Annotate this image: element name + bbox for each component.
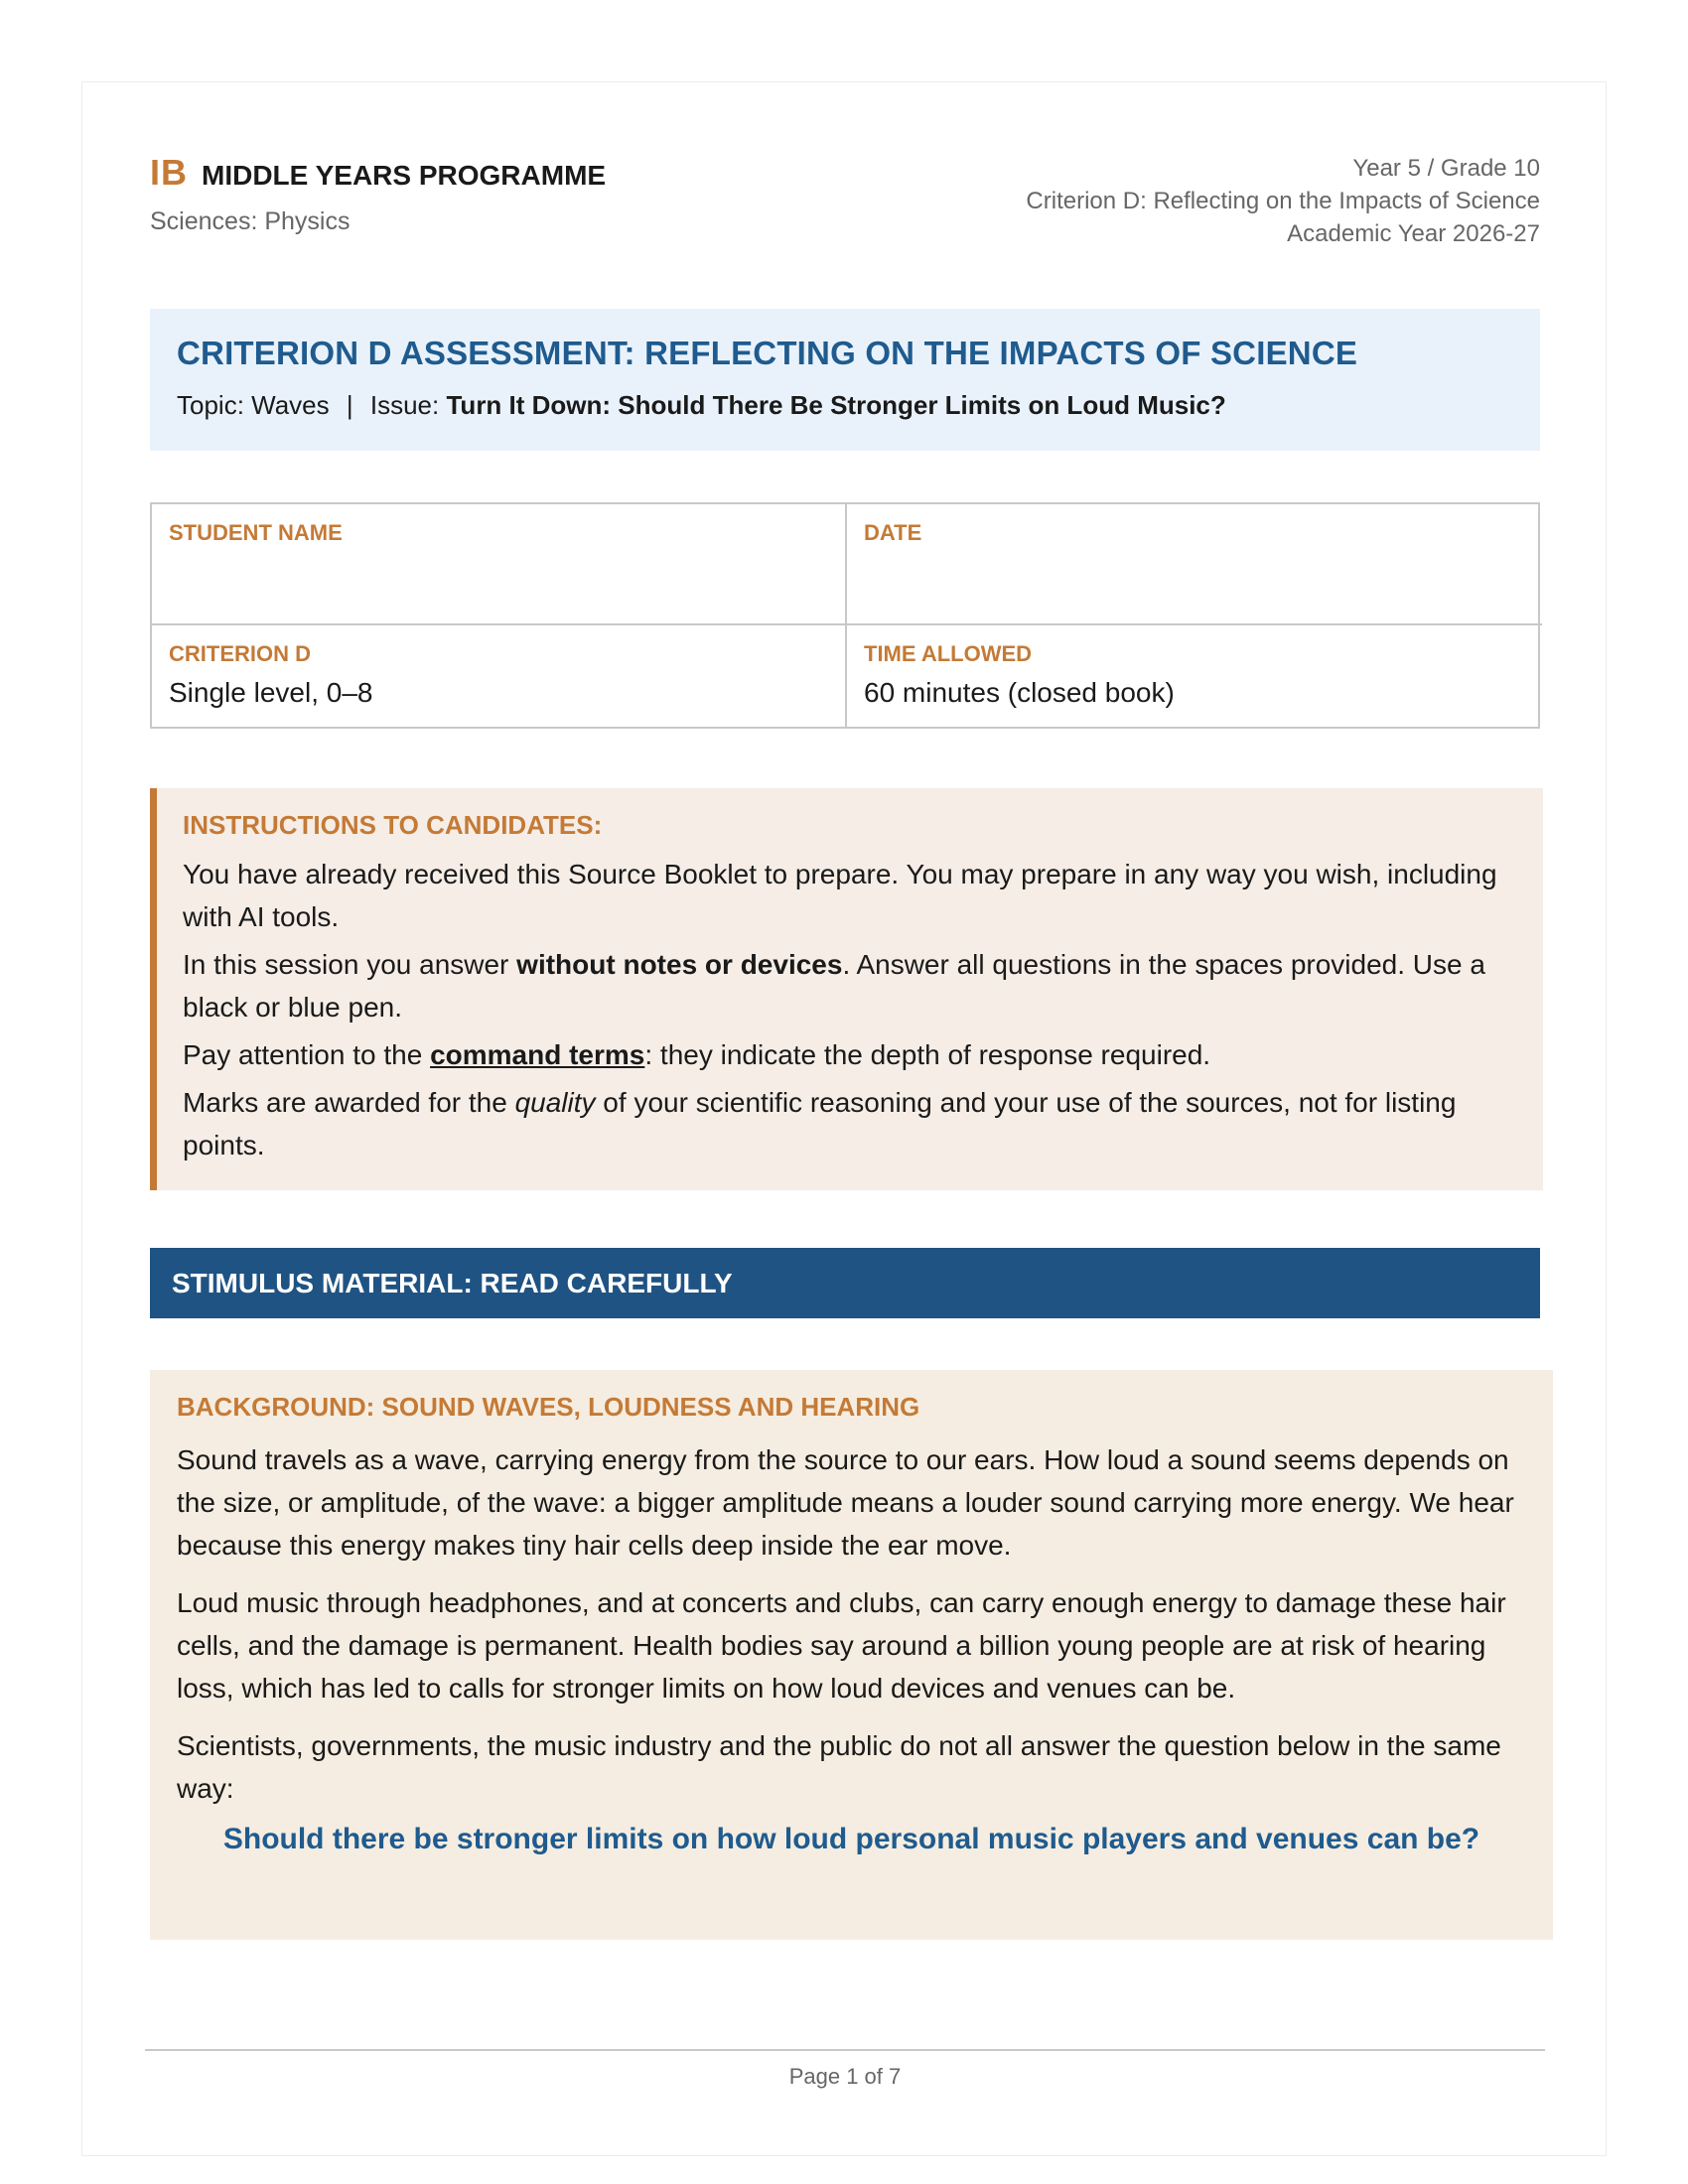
footer-divider [145, 2049, 1545, 2051]
criterion-label: CRITERION D [169, 641, 311, 666]
time-allowed-label: TIME ALLOWED [864, 641, 1033, 666]
instruction-2 [183, 943, 1519, 1028]
ib-logo-text: IB [150, 152, 188, 193]
document-page [81, 81, 1607, 2156]
assessment-title: CRITERION D ASSESSMENT: REFLECTING ON THE IMPACTS OF SCIENCE [177, 335, 1358, 371]
instruction-3-text: Pay attention to the [183, 1039, 431, 1070]
date-cell[interactable] [847, 504, 1542, 625]
topic-label: Topic: Waves [177, 390, 330, 420]
instruction-4-text-end: of your scientific reasoning and your use of the sources, not for listing points. [183, 1087, 1457, 1160]
time-allowed-cell [847, 625, 1542, 727]
student-name-cell[interactable] [152, 504, 847, 625]
student-name-label: STUDENT NAME [169, 520, 343, 545]
assessment-title-box [150, 309, 1540, 451]
brand [150, 152, 606, 194]
criterion-line: Criterion D: Reflecting on the Impacts of Science [1026, 188, 1540, 214]
instruction-4-text: Marks are awarded for the [183, 1087, 515, 1118]
topic-separator: | [346, 390, 353, 420]
programme-name: MIDDLE YEARS PROGRAMME [202, 160, 607, 191]
instruction-3 [183, 1033, 1519, 1076]
instructions-title: INSTRUCTIONS TO CANDIDATES: [183, 810, 603, 840]
criterion-value: Single level, 0–8 [169, 677, 373, 708]
instruction-2-text: In this session you answer [183, 949, 517, 980]
criterion-cell [152, 625, 847, 727]
date-label: DATE [864, 520, 922, 545]
page-header [150, 152, 1540, 261]
issue-title: Turn It Down: Should There Be Stronger Limits on Loud Music? [446, 390, 1226, 420]
header-right [1026, 152, 1540, 250]
instruction-2-emphasis: without notes or devices [516, 949, 843, 980]
background-paragraph-3: Scientists, governments, the music industry and the public do not all answer the question below in the same way: [177, 1730, 1501, 1804]
instruction-4 [183, 1081, 1519, 1166]
instructions-box [150, 788, 1543, 1190]
year-grade: Year 5 / Grade 10 [1352, 155, 1540, 182]
background-title: BACKGROUND: SOUND WAVES, LOUDNESS AND HEARING [177, 1392, 920, 1422]
instruction-3-text-end: : they indicate the depth of response required. [644, 1039, 1211, 1070]
issue-label: Issue: [369, 390, 440, 420]
subject-line: Sciences: Physics [150, 207, 351, 235]
instruction-1: You have already received this Source Booklet to prepare. You may prepare in any way you wish, including with AI tools. [183, 859, 1497, 932]
stimulus-heading: STIMULUS MATERIAL: READ CAREFULLY [150, 1248, 1540, 1318]
time-allowed-value: 60 minutes (closed book) [864, 677, 1175, 708]
student-info-table [150, 502, 1540, 729]
topic-line [177, 390, 1513, 421]
instruction-4-emphasis: quality [514, 1087, 596, 1118]
background-paragraph-2: Loud music through headphones, and at concerts and clubs, can carry enough energy to damage these hair cells, and the damage is permanent. Health bodies say around a billion young people are at risk of hearing loss, which has led to calls for stronger limits on how loud devices and venues can be. [177, 1587, 1506, 1704]
instruction-2-text-end: . Answer all questions in the spaces provided. Use a black or blue pen. [183, 949, 1485, 1023]
header-left [150, 152, 606, 236]
page-number: Page 1 of 7 [788, 2064, 902, 2089]
command-terms: command terms [430, 1039, 645, 1070]
central-question: Should there be stronger limits on how loud personal music players and venues can be? [222, 1823, 1480, 1855]
background-paragraph-1: Sound travels as a wave, carrying energy from the source to our ears. How loud a sound seems depends on the size, or amplitude, of the wave: a bigger amplitude means a louder sound carrying more energy. We hear because this energy makes tiny hair cells deep inside the ear move. [177, 1444, 1514, 1561]
academic-year: Academic Year 2026-27 [1287, 220, 1540, 247]
background-box [150, 1370, 1553, 1940]
